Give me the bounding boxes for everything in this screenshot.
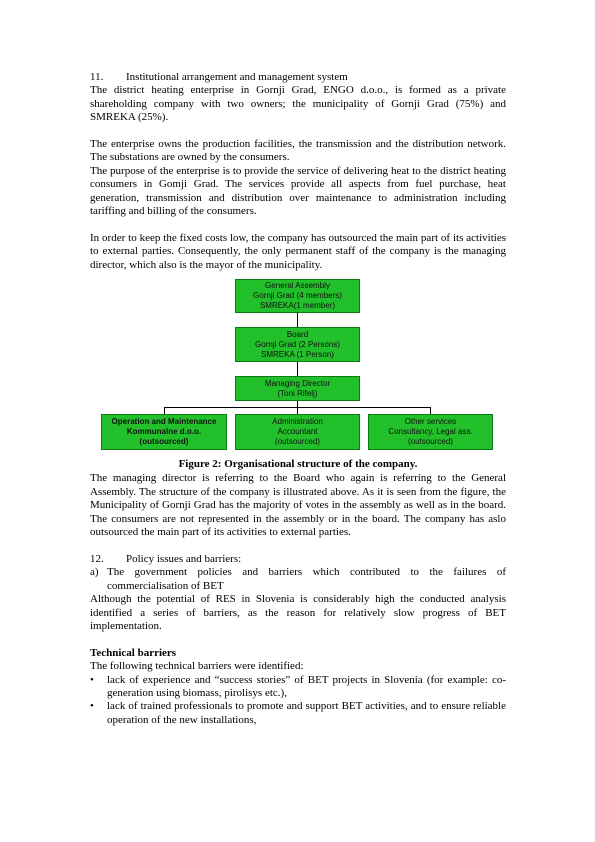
box-line: (outsourced) [275,437,320,446]
section-11-heading [90,71,506,84]
box-line: Other services [404,417,457,426]
operation-maintenance-box [101,414,227,450]
list-label: a) [90,566,99,579]
box-line: Accountant [277,427,318,436]
box-line: Consultancy, Legal ass. [388,427,473,436]
box-line: SMREKA (1 Person) [261,349,334,359]
section-title: Policy issues and barriers: [126,552,242,565]
administration-box [235,414,360,450]
box-line: (Toni Rifelj) [277,388,318,398]
section-number: 12. [90,552,104,565]
paragraph: The purpose of the enterprise is to provide the service of delivering heat to the district heating consumers in Gomji Grad. The services provide all aspects from fuel purchase, heat generation, transmission and distribution over maintenance to administration including tariffing and billing of the consumers. [90,164,506,218]
list-item [90,674,506,701]
paragraph: The managing director is referring to the Board who again is referring to the General Assembly. The structure of the company is illustrated above. As it is seen from the figure, the Municipality of Gornji Grad has the majority of votes in the assembly as well as in the board. The consumers are not represented in the assembly or in the board. The company has aslo outsourced the main part of its activities to external parties. [90,472,506,539]
section-title: Institutional arrangement and management system [126,71,348,83]
paragraph: In order to keep the fixed costs low, the company has outsourced the main part of its activities to external parties. Consequently, the only permanent staff of the company is the managing director, which also is the mayor of the municipality. [90,231,506,271]
bullet-icon: • [90,673,94,686]
section-12-heading [90,553,506,566]
other-services-box [368,414,493,450]
paragraph: The following technical barriers were identified: [90,660,304,673]
paragraph: The enterprise owns the production facilities, the transmission and the distribution network. The substations are owned by the consumers. [90,138,506,164]
bullet-list [90,674,506,728]
paragraph: The district heating enterprise in Gornji Grad, ENGO d.o.o., is formed as a private shareholding company with two owners; the municipality of Gornji Grad (75%) and SMREKA (25%). [90,84,506,124]
figure-caption: Figure 2: Organisational structure of the company. [178,458,418,470]
box-line: Administration [272,417,323,426]
box-line: General Assembly [265,281,330,290]
box-line: (outsourced) [139,437,189,446]
box-line: Operation and Maintenance [111,417,217,426]
box-line: (outsourced) [408,437,453,446]
section-number: 11. [90,71,104,83]
list-item [90,700,506,727]
box-line: Kommunalne d.o.o. [126,427,202,436]
general-assembly-box [235,279,360,313]
box-line: SMREKA(1 member) [259,301,336,310]
box-line: Gornji Grad (2 Persons) [255,339,340,349]
box-line: Board [286,329,309,339]
paragraph: Although the potential of RES in Slovenia is considerably high the conducted analysis identified a series of barriers, as the reason for relatively slow progress of BET implementation. [90,593,506,632]
bullet-icon: • [90,700,94,713]
list-text: lack of experience and “success stories” of BET projects in Slovenia (for example: co-generation using biomass, pirolisys etc.), [107,673,506,699]
list-item-a [90,566,506,593]
box-line: Managing Director [264,378,331,388]
box-line: Gornji Grad (4 members) [253,291,342,300]
managing-director-box [235,376,360,401]
list-text: lack of trained professionals to promote and support BET activities, and to ensure reliable operation of the new installations, [107,700,506,726]
board-box [235,327,360,362]
list-text: The government policies and barriers which contributed to the failures of commercialisation of BET [107,566,506,592]
subheading: Technical barriers [90,646,177,659]
